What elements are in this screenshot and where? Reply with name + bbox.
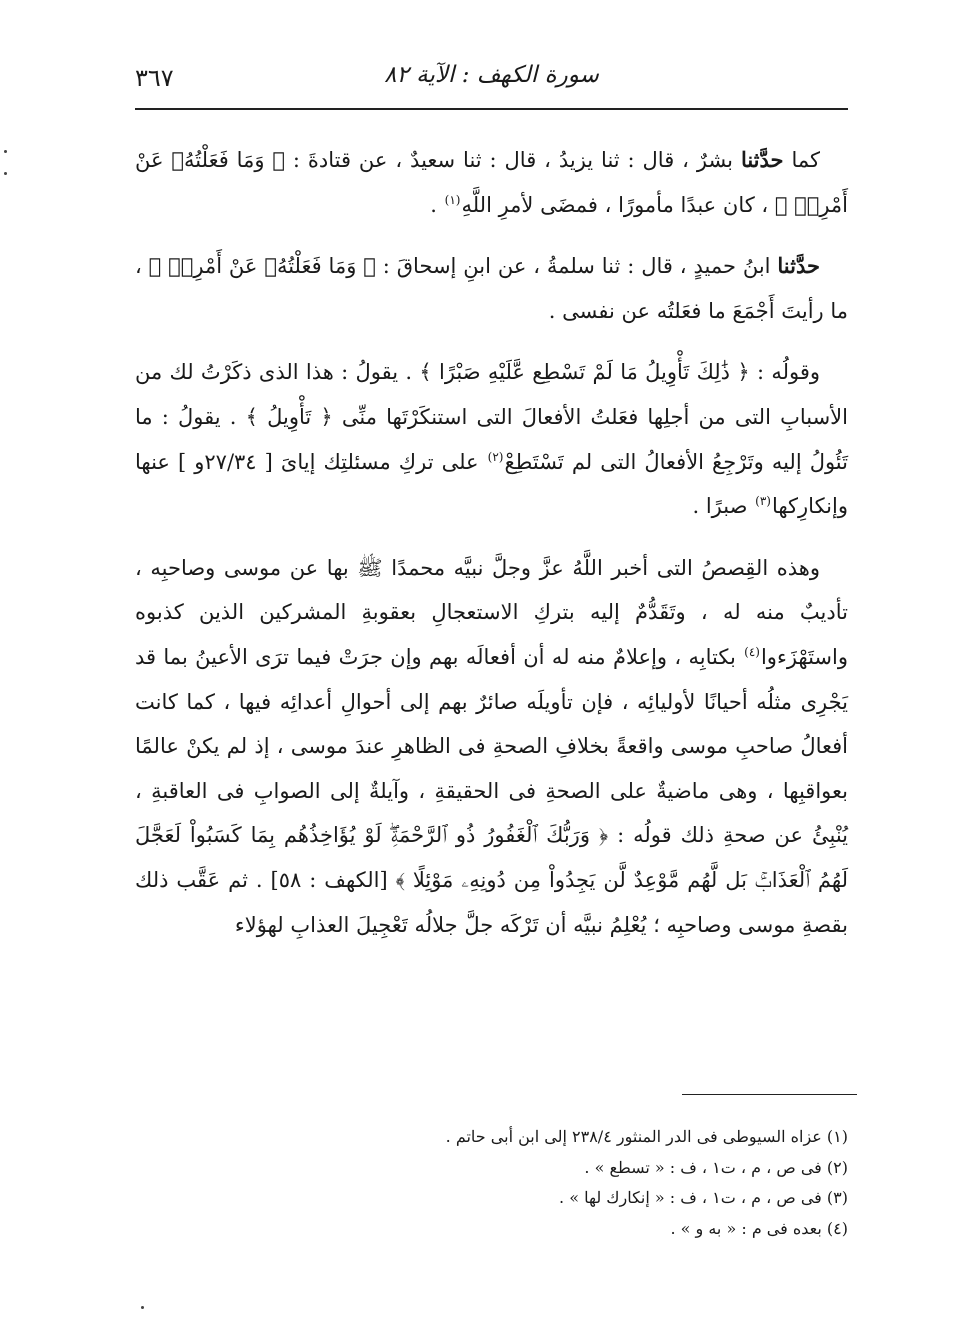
paragraph xyxy=(135,350,848,528)
footnote: (١) عزاه السيوطى فى الدر المنثور ٢٣٨/٤ إلى ابن أبى حاتم . xyxy=(445,1127,848,1146)
running-title: سورة الكهف : الآية ٨٢ xyxy=(384,62,599,88)
footnote: (٤) بعده فى م : « به و » . xyxy=(670,1218,848,1238)
paragraph-text: وقولُه : ﴿ ذَٰلِكَ تَأْوِيلُ مَا لَمْ تَسْطِع عَّلَيْهِ صَبْرًا ﴾ . يقولُ : هذا الذى ذكَرْتُ لك من الأسبابِ التى من أجلِها فعَلتُ الأفعالَ التى استنكَرْتَها منِّى ﴿ تَأْوِيلُ ﴾ . يقولُ : ما تَئُولُ إليه وتَرْجِعُ الأفعالُ التى لم تَسْتَطِعْ xyxy=(135,360,848,474)
paragraph-lead: كما xyxy=(783,148,820,172)
footnote-marker: (٢) xyxy=(487,449,504,464)
paragraph-text: بكتابِه ، وإعلامٌ منه له أن أفعالَه بهم وإن جرَتْ فيما ترَى الأعينُ بما قد يَجْرِى مثلُه أحيانًا لأوليائِه ، فإن تأويلَه صائرٌ بهم إلى أحوالِ أعدائِه فيها ، كما كانت أفعالُ صاحبِ موسى واقعةً بخلافِ الصحةِ فى الظاهرِ عندَ موسى ، إذ لم يكنْ عالمًا بعواقبِها ، وهى ماضيةٌ على الصحةِ فى الحقيقةِ ، وآيلةٌ إلى الصوابِ فى العاقبةِ ، يُنْبِئُ عن صحةِ ذلك قولُه : ﴿ وَرَبُّكَ ٱلْغَفُورُ ذُو ٱلرَّحْمَةِۖ لَوْ يُؤَاخِذُهُم بِمَا كَسَبُواْ لَعَجَّلَ لَهُمُ ٱلْعَذَابَۚ بَل لَّهُم مَّوْعِدٌ لَّن يَجِدُواْ مِن دُونِهِۦ مَوْئِلًا ﴾ [الكهف : ٥٨] . ثم عَقَّب ذلك بقصةِ موسى وصاحبِه ؛ يُعْلِمُ نبيَّه أن تَرْكَه جلَّ جلالُه تَعْجِيلَ العذابِ لهؤلاء xyxy=(135,644,848,937)
paragraph xyxy=(135,244,848,333)
main-text xyxy=(135,138,848,964)
paragraph-text: بشرٌ ، قال : ثنا يزيدُ ، قال : ثنا سعيدٌ ، عن قتادةَ : ﴿ وَمَا فَعَلْتُهُۥ عَنْ أَمْرِيۚ ﴾ ، كان عبدًا مأمورًا ، فمضَى لأمرِ اللَّهِ xyxy=(135,148,848,217)
page-number: ٣٦٧ xyxy=(135,64,174,92)
hadith-opening: حدَّثنا xyxy=(777,253,820,279)
footnote: (٢) فى ص ، م ، ت١ ، ف : « تسطع » . xyxy=(584,1157,848,1177)
paragraph-text: على تركِ مسئلتِك إيایَ [ ٢٧/٣٤و ] عنها وإنكارِكها xyxy=(135,449,848,519)
paragraph-text: صبرًا . xyxy=(692,494,755,519)
footnote-marker: (٤) xyxy=(744,644,760,659)
footnote: (٣) فى ص ، م ، ت١ ، ف : « إنكارك لها » . xyxy=(559,1188,848,1207)
scan-speck xyxy=(4,150,7,153)
footnote-separator xyxy=(682,1094,857,1095)
paragraph-text: وهذه القِصصُ التى أخبر اللَّهُ عزَّ وجلَّ نبيَّه محمدًا ﷺ بها عن موسى وصاحبِه ، تأديبٌ منه له ، وتَقَدُّمٌ إليه بتركِ الاستعجالِ بعقوبةِ المشركين الذين كذبوه واستَهْزَءوا xyxy=(135,555,848,669)
paragraph xyxy=(135,138,848,227)
footnote-marker: (١) xyxy=(444,192,461,207)
paragraph-tail: . xyxy=(430,192,444,217)
paragraph-text: ابنُ حميدٍ ، قال : ثنا سلمةُ ، عن ابنِ إسحاقَ : ﴿ وَمَا فَعَلْتُهُۥ عَنْ أَمْرِيۚ ﴾ ، ما رأيتَ أَجْمَعَ ما فعَلتُه عن نفسى . xyxy=(135,254,848,323)
footnote-marker: (٣) xyxy=(755,494,771,509)
footnotes xyxy=(135,1122,848,1244)
hadith-opening: حدَّثنا xyxy=(740,147,784,172)
page-header xyxy=(135,52,848,110)
paragraph xyxy=(135,546,848,947)
scan-speck xyxy=(4,172,7,175)
scan-speck xyxy=(141,1306,144,1309)
